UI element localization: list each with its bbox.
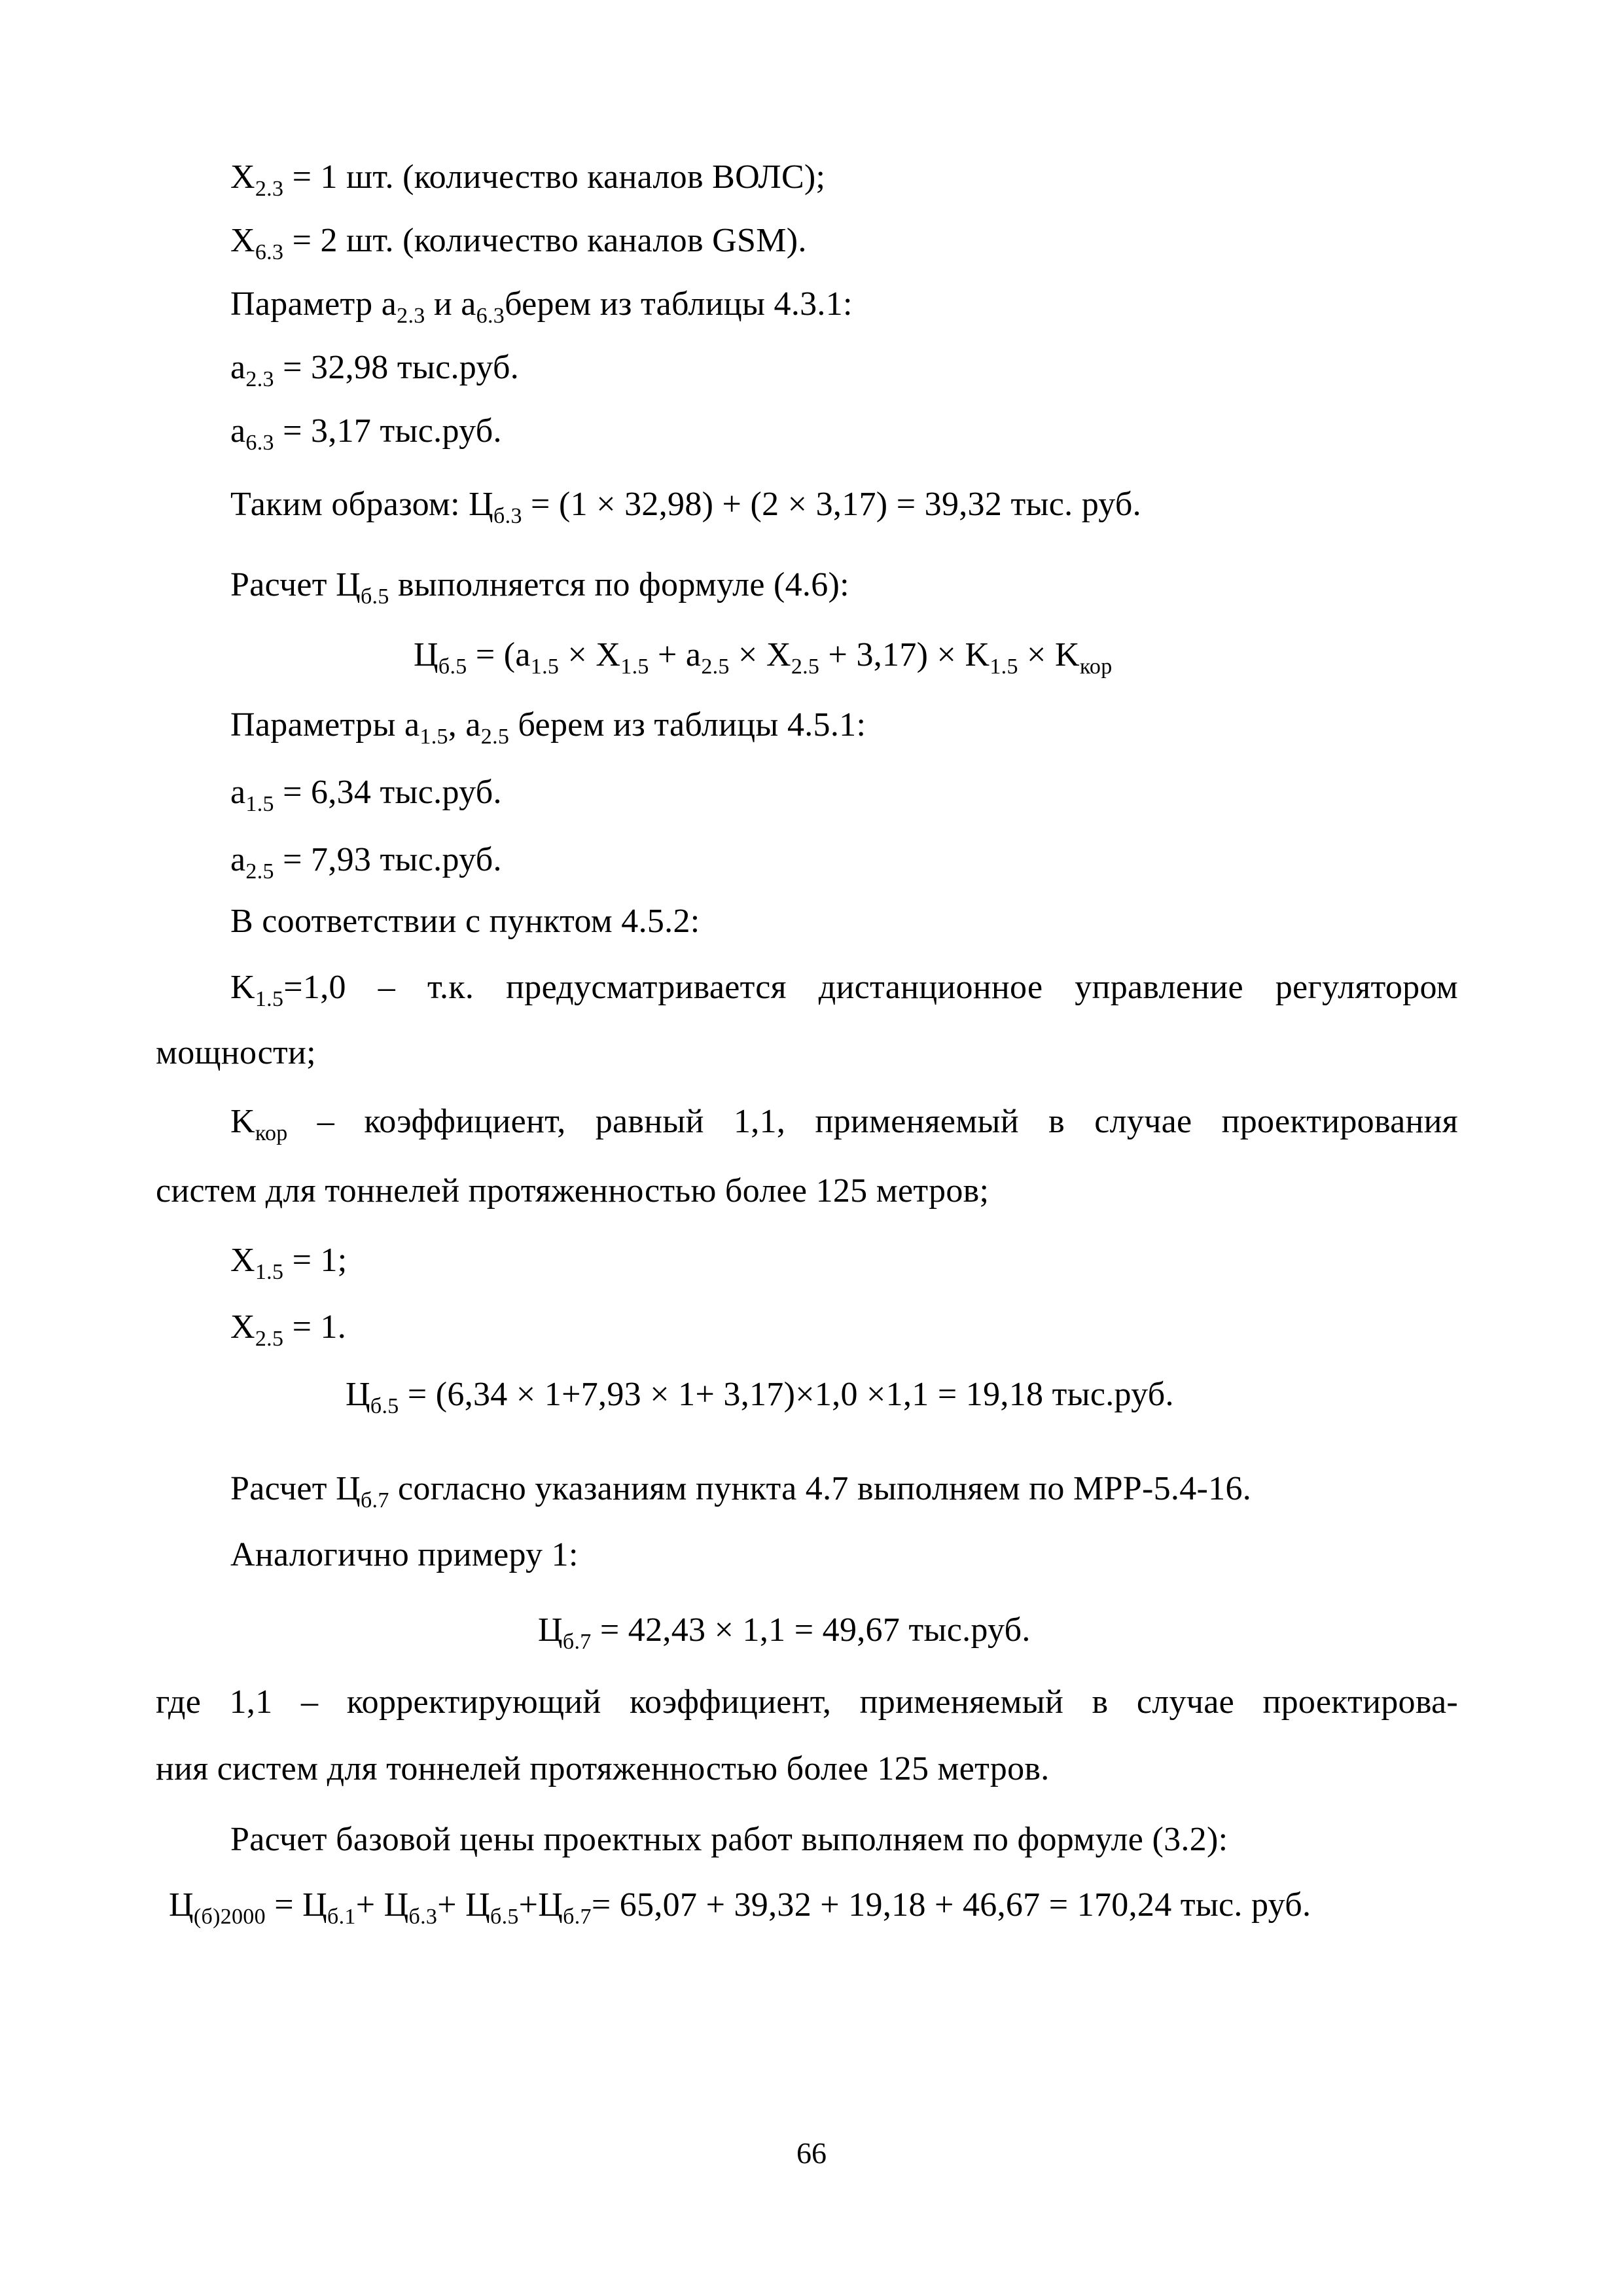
text-line: $X_{6.3} = 2$ шт. (количество каналов GSM). <box>230 222 807 264</box>
text-line: В соответствии с пунктом 4.5.2: <box>230 903 700 940</box>
subscript: 1.5 <box>245 792 274 816</box>
text-line: где 1,1 – корректирующий коэффициент, применяемый в случае проектирова- <box>156 1683 1458 1721</box>
subscript: 2.3 <box>245 367 274 391</box>
text-line: $a_{2.5} = 7,93$ тыс.руб. <box>230 841 502 884</box>
subscript: б.7 <box>563 1905 592 1929</box>
subscript: 1.5 <box>255 1260 284 1284</box>
subscript: б.5 <box>370 1394 399 1418</box>
subscript: 2.5 <box>255 1327 284 1351</box>
text-line: Расчет $Ц_{б.7}$ согласно указаниям пункта 4.7 выполняем по МРР-5.4-16. <box>230 1470 1252 1513</box>
text-line: ния систем для тоннелей протяженностью более 125 метров. <box>156 1750 1050 1787</box>
text-line: Расчет $Ц_{б.5}$ выполняется по формуле (4.6): <box>230 566 849 609</box>
text-line: $K_{1.5}=1,0 - т.к$. предусматривается дистанционное управление регулятором <box>230 969 1458 1011</box>
subscript: кор <box>1079 655 1113 679</box>
text-line: $a_{2.3} = 32,98$ тыс.руб. <box>230 349 520 391</box>
subscript: б.1 <box>327 1905 356 1929</box>
subscript: б.5 <box>360 584 389 609</box>
subscript: 2.5 <box>480 725 510 749</box>
text-line: $a_{1.5} = 6,34$ тыс.руб. <box>230 774 502 816</box>
text-line: Аналогично примеру 1: <box>230 1536 579 1573</box>
subscript: 1.5 <box>255 987 284 1011</box>
subscript: б.3 <box>408 1905 438 1929</box>
subscript: 1.5 <box>530 655 560 679</box>
subscript: 6.3 <box>245 431 274 455</box>
subscript: (б)2000 <box>193 1905 266 1929</box>
text-line: систем для тоннелей протяженностью более 125 метров; <box>156 1172 990 1210</box>
formula-line: $Ц_{(б)2000} = Ц_{б.1}+ Ц_{б.3}+ Ц_{б.5}+Ц_{б.7}= 65,07 + 39,32 + 19,18 + 46,67 = 170,24$ тыс. руб. <box>169 1886 1311 1929</box>
text-line: мощности; <box>156 1034 316 1071</box>
subscript: 1.5 <box>990 655 1018 679</box>
formula-line: $Ц_{б.7} = 42,43 \times 1,1 = 49,67$ тыс.руб. <box>538 1611 1031 1654</box>
text-line: $K_{кор}$ – коэффициент, равный 1,1, применяемый в случае проектирования <box>230 1103 1458 1145</box>
subscript: 1.5 <box>620 655 649 679</box>
text-line: $X_{2.5} = 1$. <box>230 1308 347 1351</box>
text-line: Параметры $a_{1.5}$, $a_{2.5}$ берем из таблицы 4.5.1: <box>230 706 866 749</box>
text-line: Расчет базовой цены проектных работ выполняем по формуле (3.2): <box>230 1821 1228 1858</box>
text-line: Таким образом: $Ц_{б.3} = (1 \times 32,98) + (2 \times 3,17) = 39,32$ тыс. руб. <box>230 486 1141 528</box>
formula-line: $Ц_{б.5} = (6,34 \times 1+7,93 \times 1+ 3,17)\times 1,0 \times 1,1 = 19,18$ тыс.руб. <box>346 1376 1174 1418</box>
subscript: 2.5 <box>791 655 820 679</box>
text-line: Параметр $a_{2.3}$ и $a_{6.3}берем$ из таблицы 4.3.1: <box>230 285 853 328</box>
subscript: 2.3 <box>255 177 284 201</box>
subscript: б.5 <box>490 1905 519 1929</box>
text-line: $a_{6.3} = 3,17$ тыс.руб. <box>230 412 502 455</box>
subscript: б.7 <box>360 1488 389 1513</box>
subscript: 2.3 <box>397 304 425 328</box>
text-line: $X_{1.5} = 1$; <box>230 1242 348 1284</box>
page-number: 66 <box>796 2136 827 2170</box>
subscript: 6.3 <box>476 304 505 328</box>
subscript: 2.5 <box>701 655 730 679</box>
subscript: б.3 <box>493 504 522 528</box>
formula-line: $Ц_{б.5} = (a_{1.5} \times X_{1.5} + a_{2.5} \times X_{2.5} + 3,17) \times K_{1.5} \times K_{кор}$ <box>414 636 1113 679</box>
subscript: б.7 <box>562 1630 592 1654</box>
subscript: 1.5 <box>419 725 448 749</box>
text-line: $X_{2.3} = 1$ шт. (количество каналов ВОЛС); <box>230 158 826 201</box>
subscript: б.5 <box>438 655 467 679</box>
subscript: кор <box>255 1121 288 1145</box>
subscript: 2.5 <box>245 859 274 884</box>
subscript: 6.3 <box>255 240 284 264</box>
